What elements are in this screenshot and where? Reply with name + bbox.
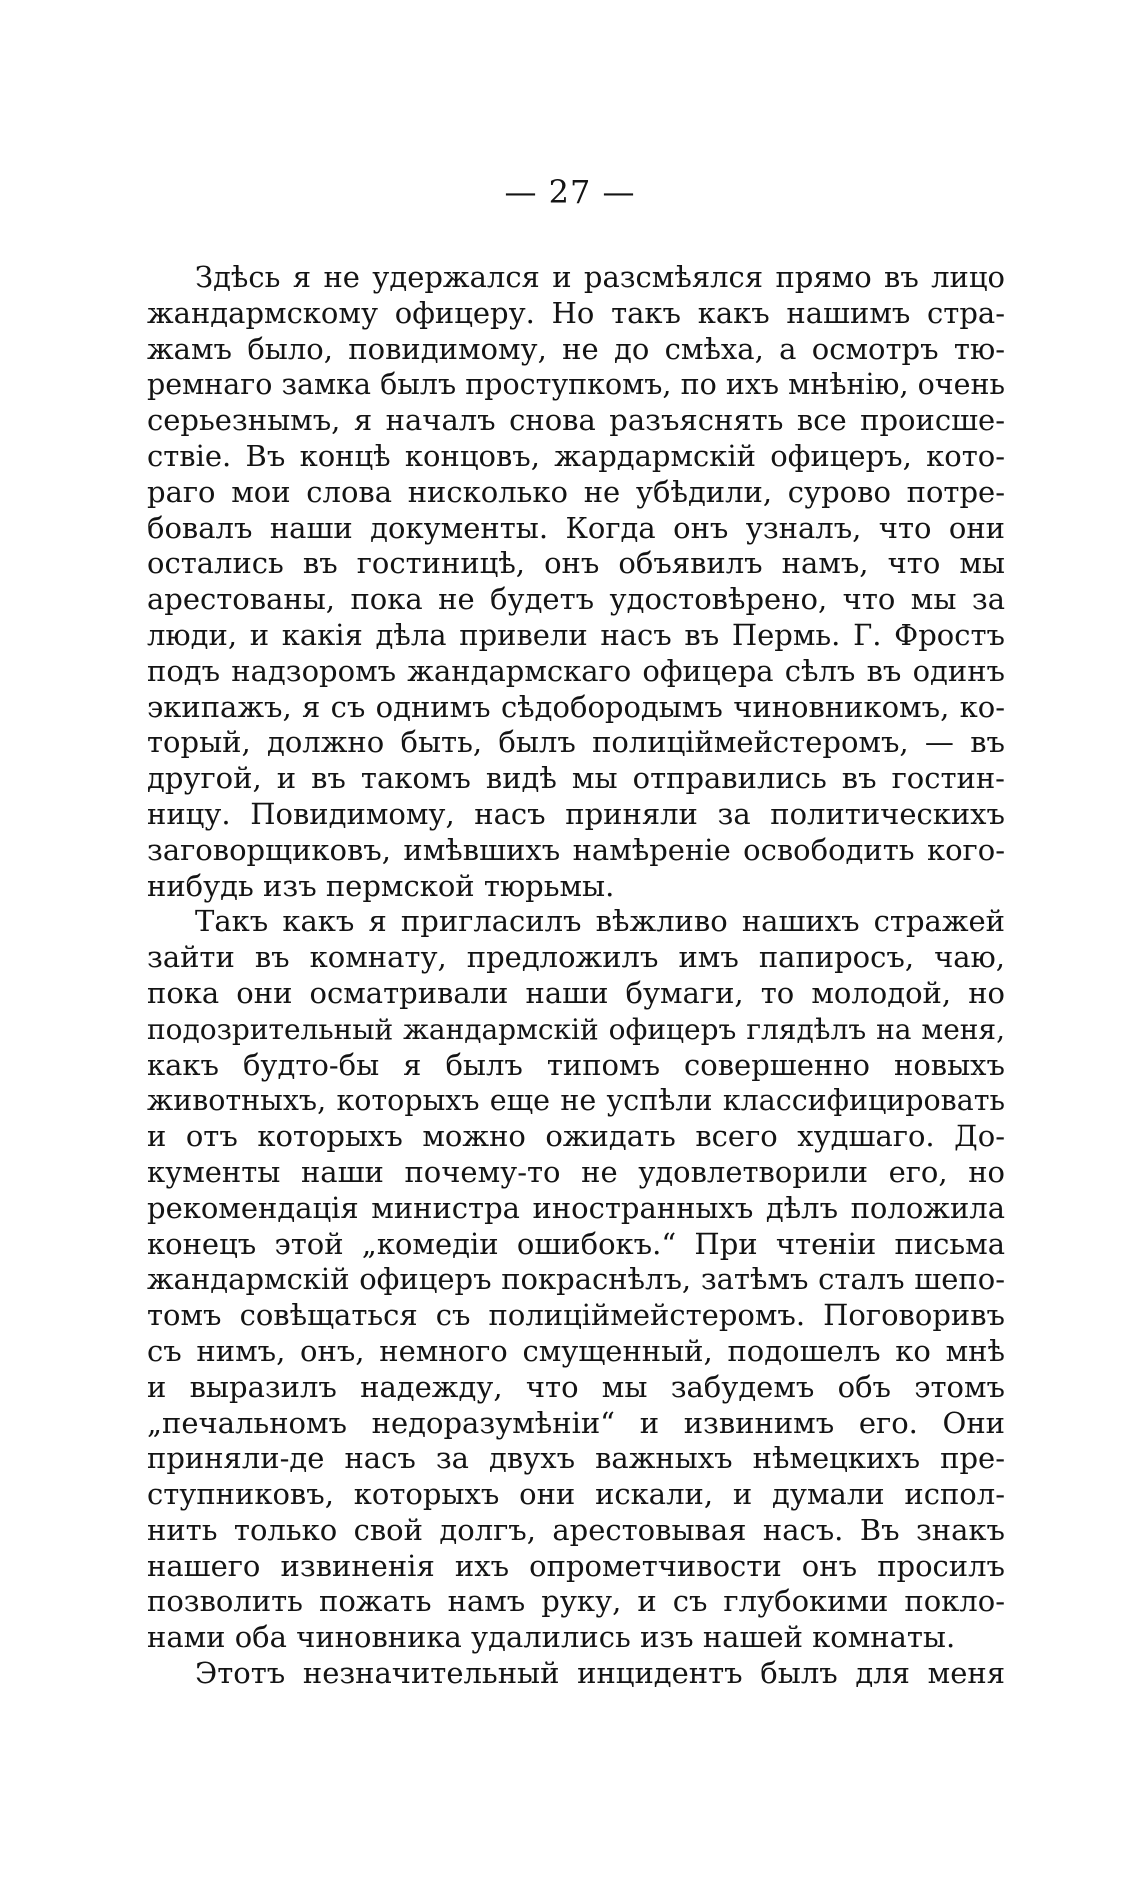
text-line: бовалъ наши документы. Когда онъ узналъ, что они xyxy=(147,510,1005,545)
text-line: жандармскому офицеру. Но такъ какъ нашимъ стра- xyxy=(147,295,1005,330)
text-line: ствіе. Въ концѣ концовъ, жардармскій офицеръ, кото- xyxy=(147,438,1005,473)
text-line: пока они осматривали наши бумаги, то молодой, но xyxy=(147,975,1005,1010)
text-line: другой, и въ такомъ видѣ мы отправились въ гостин- xyxy=(147,761,1005,796)
text-line: томъ совѣщаться съ полиціймейстеромъ. Поговоривъ xyxy=(147,1298,1005,1333)
text-line: приняли-де насъ за двухъ важныхъ нѣмецкихъ пре- xyxy=(147,1441,1005,1476)
text-line: животныхъ, которыхъ еще не успѣли классифицировать xyxy=(147,1084,1005,1118)
text-line: нами оба чиновника удалились изъ нашей комнаты. xyxy=(147,1620,956,1655)
page-number: — 27 — xyxy=(504,173,636,211)
body-text xyxy=(147,260,1005,1692)
text-line: Такъ какъ я пригласилъ вѣжливо нашихъ стражей xyxy=(195,904,1005,939)
text-line: заговорщиковъ, имѣвшихъ намѣреніе освободить кого- xyxy=(147,832,1005,867)
text-line: торый, должно быть, былъ полиціймейстеромъ, — въ xyxy=(147,725,1005,760)
text-line: позволить пожать намъ руку, и съ глубокими покло- xyxy=(147,1584,1005,1619)
text-line: экипажъ, я съ однимъ сѣдобородымъ чиновникомъ, ко- xyxy=(147,689,1005,724)
text-line: „печальномъ недоразумѣніи“ и извинимъ его. Они xyxy=(147,1405,1005,1440)
text-line: ницу. Повидимому, насъ приняли за политическихъ xyxy=(147,796,1005,831)
text-line: ступниковъ, которыхъ они искали, и думали испол- xyxy=(147,1477,1005,1512)
text-line: подозрительный жандармскій офицеръ глядѣлъ на меня, xyxy=(147,1012,1005,1046)
text-line: какъ будто-бы я былъ типомъ совершенно новыхъ xyxy=(147,1047,1005,1082)
text-line: люди, и какія дѣла привели насъ въ Пермь. Г. Фростъ xyxy=(147,617,1005,652)
text-line: конецъ этой „комедіи ошибокъ.“ При чтеніи письма xyxy=(147,1226,1005,1261)
text-line: рекомендація министра иностранныхъ дѣлъ положила xyxy=(147,1190,1005,1225)
text-line: нибудь изъ пермской тюрьмы. xyxy=(147,868,615,903)
text-line: Этотъ незначительный инцидентъ былъ для меня xyxy=(195,1656,1005,1691)
text-line: нить только свой долгъ, арестовывая насъ. Въ знакъ xyxy=(147,1512,1005,1547)
text-line: арестованы, пока не будетъ удостовѣрено, что мы за xyxy=(147,582,1005,617)
text-line: нашего извиненія ихъ опрометчивости онъ просилъ xyxy=(147,1548,1005,1583)
text-line: зайти въ комнату, предложилъ имъ папиросъ, чаю, xyxy=(147,940,1005,975)
text-line: и отъ которыхъ можно ожидать всего худшаго. До- xyxy=(147,1119,1005,1154)
text-line: остались въ гостиницѣ, онъ объявилъ намъ, что мы xyxy=(147,546,1005,581)
text-line: подъ надзоромъ жандармскаго офицера сѣлъ въ одинъ xyxy=(147,653,1005,688)
text-line: Здѣсь я не удержался и разсмѣялся прямо въ лицо xyxy=(195,260,1005,294)
text-line: серьезнымъ, я началъ снова разъяснять все происше- xyxy=(147,403,1005,438)
text-line: кументы наши почему-то не удовлетворили его, но xyxy=(147,1154,1005,1189)
text-line: и выразилъ надежду, что мы забудемъ объ этомъ xyxy=(147,1369,1005,1404)
text-line: ремнаго замка былъ проступкомъ, по ихъ мнѣнію, очень xyxy=(147,368,1005,402)
text-line: съ нимъ, онъ, немного смущенный, подошелъ ко мнѣ xyxy=(147,1333,1005,1368)
text-line: жамъ было, повидимому, не до смѣха, а осмотръ тю- xyxy=(147,331,1005,366)
text-line: жандармскій офицеръ покраснѣлъ, затѣмъ сталъ шепо- xyxy=(147,1262,1005,1297)
text-line: раго мои слова нисколько не убѣдили, сурово потре- xyxy=(147,474,1005,509)
